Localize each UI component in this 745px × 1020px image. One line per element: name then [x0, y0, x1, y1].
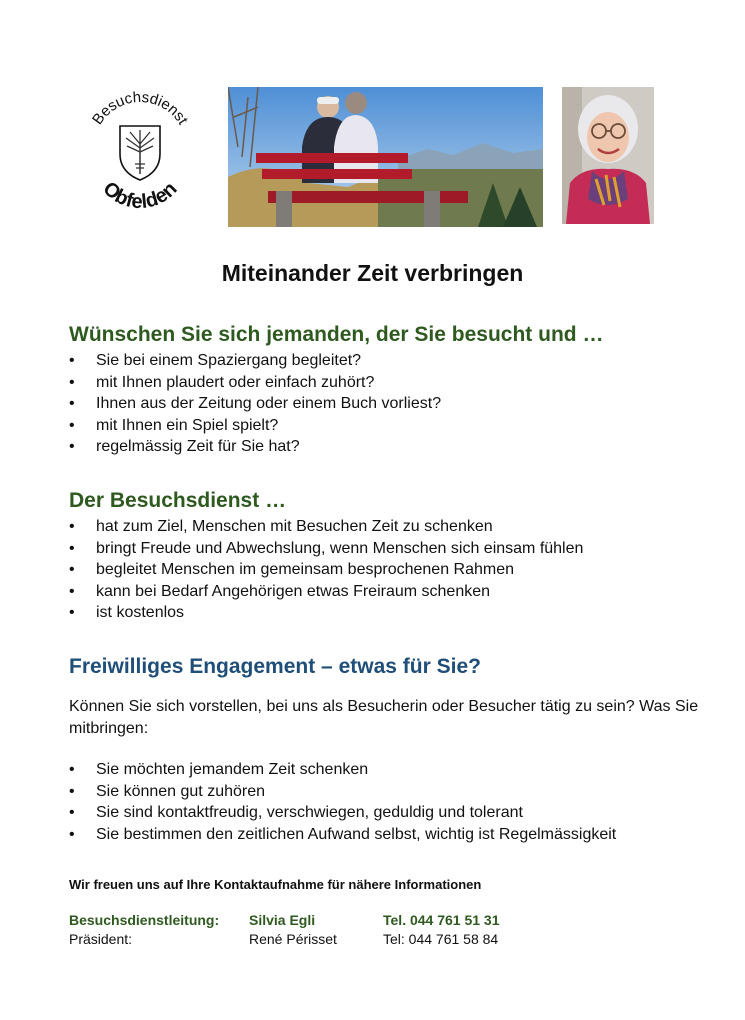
page-title: Miteinander Zeit verbringen	[221, 260, 524, 286]
contact-phone[interactable]: Tel. 044 761 51 31	[383, 912, 500, 928]
list-item: • Sie können gut zuhören	[69, 781, 709, 803]
list-item: • kann bei Bedarf Angehörigen etwas Freiraum schenken	[69, 581, 709, 603]
list-item: • Sie bestimmen den zeitlichen Aufwand selbst, wichtig ist Regelmässigkeit	[69, 824, 709, 846]
logo-arc-bottom: Obfelden	[98, 177, 182, 214]
list-item: • Ihnen aus der Zeitung oder einem Buch vorliest?	[69, 393, 709, 415]
logo	[80, 86, 200, 216]
list-item: • begleitet Menschen im gemeinsam besprochenen Rahmen	[69, 559, 709, 581]
contact-role: Besuchsdienstleitung:	[69, 912, 220, 928]
list-item: • ist kostenlos	[69, 602, 709, 624]
municipal-crest-icon	[120, 126, 160, 180]
section-service-heading: Der Besuchsdienst …	[69, 489, 287, 512]
section-service	[69, 489, 709, 624]
list-item: • bringt Freude und Abwechslung, wenn Menschen sich einsam fühlen	[69, 538, 709, 560]
bench-photo	[228, 87, 543, 227]
contact-name: Silvia Egli	[249, 912, 316, 928]
service-list	[69, 516, 709, 624]
list-item: • Sie bei einem Spaziergang begleitet?	[69, 350, 709, 372]
list-item: • Sie sind kontaktfreudig, verschwiegen, geduldig und tolerant	[69, 802, 709, 824]
bench-scene-image	[228, 87, 543, 227]
list-item: • hat zum Ziel, Menschen mit Besuchen Zeit zu schenken	[69, 516, 709, 538]
contact-role: Präsident:	[69, 931, 133, 947]
section-wishes	[69, 323, 709, 458]
logo-graphic	[80, 86, 200, 216]
contact-callout: Wir freuen uns auf Ihre Kontaktaufnahme für nähere Informationen	[69, 877, 482, 892]
volunteer-intro: Können Sie sich vorstellen, bei uns als Besucherin oder Besucher tätig zu sein? Was Sie mitbringen:	[69, 698, 699, 737]
list-item: • regelmässig Zeit für Sie hat?	[69, 436, 709, 458]
logo-arc-top: Besuchsdienst	[88, 88, 192, 128]
contact-name: René Périsset	[249, 931, 337, 947]
list-item: • Sie möchten jemandem Zeit schenken	[69, 759, 709, 781]
list-item: • mit Ihnen ein Spiel spielt?	[69, 415, 709, 437]
section-volunteer	[69, 655, 709, 845]
volunteer-list	[69, 759, 709, 845]
portrait-photo	[562, 87, 654, 224]
contact-phone[interactable]: Tel: 044 761 58 84	[383, 931, 499, 947]
list-item: • mit Ihnen plaudert oder einfach zuhört?	[69, 372, 709, 394]
section-wishes-heading: Wünschen Sie sich jemanden, der Sie besucht und …	[69, 323, 604, 346]
wishes-list	[69, 350, 709, 458]
section-volunteer-heading: Freiwilliges Engagement – etwas für Sie?	[69, 655, 481, 678]
portrait-image	[562, 87, 654, 224]
